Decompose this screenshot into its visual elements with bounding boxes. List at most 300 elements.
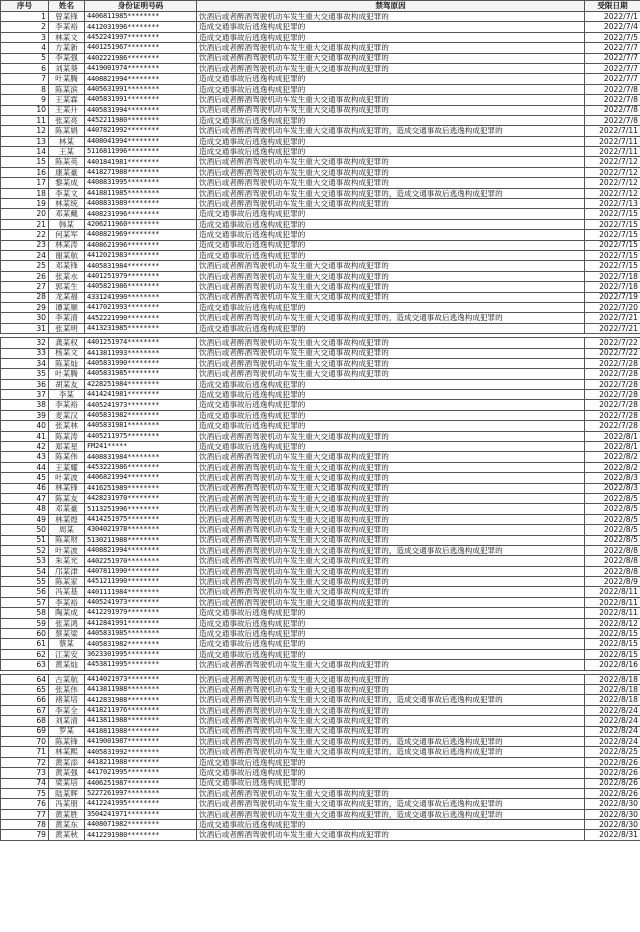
row-number: 38 xyxy=(1,400,49,410)
table-row xyxy=(1,230,640,240)
ban-reason: 饮酒后或者醉酒驾驶机动车发生重大交通事故构成犯罪的 xyxy=(197,271,585,281)
person-name: 褚某培 xyxy=(49,695,85,705)
restriction-date: 2022/8/16 xyxy=(585,660,640,670)
id-number: 4418211988******** xyxy=(85,757,197,767)
person-name: 韩某 xyxy=(49,219,85,229)
table-row xyxy=(1,250,640,260)
row-number: 10 xyxy=(1,105,49,115)
id-number: 4452211980******** xyxy=(85,115,197,125)
person-name: 刘某葵 xyxy=(49,63,85,73)
restriction-date: 2022/8/18 xyxy=(585,674,640,684)
restriction-date: 2022/7/28 xyxy=(585,379,640,389)
restriction-date: 2022/8/11 xyxy=(585,597,640,607)
restriction-date: 2022/8/11 xyxy=(585,587,640,597)
ban-reason: 饮酒后或者醉酒驾驶机动车发生重大交通事故构成犯罪的 xyxy=(197,369,585,379)
restriction-date: 2022/8/24 xyxy=(585,716,640,726)
ban-reason: 饮酒后或者醉酒驾驶机动车发生重大交通事故构成犯罪的 xyxy=(197,587,585,597)
id-number: 4401251974******** xyxy=(85,338,197,348)
restriction-date: 2022/7/7 xyxy=(585,43,640,53)
table-row xyxy=(1,126,640,136)
restriction-date: 2022/7/15 xyxy=(585,240,640,250)
table-row xyxy=(1,323,640,333)
table-row xyxy=(1,313,640,323)
table-row xyxy=(1,597,640,607)
ban-reason: 饮酒后或者醉酒驾驶机动车发生重大交通事故构成犯罪的 xyxy=(197,105,585,115)
row-number: 76 xyxy=(1,799,49,809)
table-row xyxy=(1,757,640,767)
id-number: 4405831982******** xyxy=(85,639,197,649)
person-name: 张某亮 xyxy=(49,115,85,125)
person-name: 龙某福 xyxy=(49,292,85,302)
id-number: 4453221986******** xyxy=(85,462,197,472)
person-name: 李某文 xyxy=(49,188,85,198)
row-number: 77 xyxy=(1,809,49,819)
row-number: 55 xyxy=(1,577,49,587)
id-number: 4428231970******** xyxy=(85,493,197,503)
table-row xyxy=(1,799,640,809)
row-number: 73 xyxy=(1,768,49,778)
table-row xyxy=(1,556,640,566)
row-number: 30 xyxy=(1,313,49,323)
person-name: 康某豪 xyxy=(49,167,85,177)
person-name: 黄某强 xyxy=(49,768,85,778)
restriction-date: 2022/7/8 xyxy=(585,105,640,115)
ban-reason: 饮酒后或者醉酒驾驶机动车发生重大交通事故构成犯罪的，造成交通事故后逃逸构成犯罪的 xyxy=(197,809,585,819)
ban-reason: 饮酒后或者醉酒驾驶机动车发生重大交通事故构成犯罪的 xyxy=(197,685,585,695)
ban-reason: 饮酒后或者醉酒驾驶机动车发生重大交通事故构成犯罪的 xyxy=(197,167,585,177)
ban-reason: 饮酒后或者醉酒驾驶机动车发生重大交通事故构成犯罪的 xyxy=(197,292,585,302)
ban-reason: 饮酒后或者醉酒驾驶机动车发生重大交通事故构成犯罪的 xyxy=(197,705,585,715)
row-number: 62 xyxy=(1,649,49,659)
table-row xyxy=(1,695,640,705)
ban-reason: 造成交通事故后逃逸构成犯罪的 xyxy=(197,820,585,830)
row-number: 29 xyxy=(1,302,49,312)
id-number: 4408071982******** xyxy=(85,820,197,830)
person-name: 叶某波 xyxy=(49,473,85,483)
restriction-date: 2022/7/22 xyxy=(585,348,640,358)
ban-reason: 造成交通事故后逃逸构成犯罪的 xyxy=(197,649,585,659)
restriction-date: 2022/7/12 xyxy=(585,157,640,167)
table-row xyxy=(1,115,640,125)
restriction-date: 2022/7/13 xyxy=(585,199,640,209)
ban-reason: 造成交通事故后逃逸构成犯罪的 xyxy=(197,84,585,94)
id-number: 4405831985******** xyxy=(85,629,197,639)
row-number: 39 xyxy=(1,410,49,420)
row-number: 41 xyxy=(1,431,49,441)
row-number: 13 xyxy=(1,136,49,146)
person-name: 谭某顺 xyxy=(49,302,85,312)
id-number: 4402221986******** xyxy=(85,53,197,63)
restriction-date: 2022/8/9 xyxy=(585,577,640,587)
row-number: 9 xyxy=(1,95,49,105)
table-row xyxy=(1,778,640,788)
id-number: 4405831990******** xyxy=(85,358,197,368)
row-number: 20 xyxy=(1,209,49,219)
restriction-date: 2022/7/8 xyxy=(585,95,640,105)
ban-reason: 造成交通事故后逃逸构成犯罪的 xyxy=(197,115,585,125)
person-name: 张某伟 xyxy=(49,685,85,695)
ban-reason: 饮酒后或者醉酒驾驶机动车发生重大交通事故构成犯罪的 xyxy=(197,282,585,292)
header-no: 序号 xyxy=(1,1,49,12)
ban-reason: 饮酒后或者醉酒驾驶机动车发生重大交通事故构成犯罪的 xyxy=(197,674,585,684)
row-number: 57 xyxy=(1,597,49,607)
person-name: 陈某灿 xyxy=(49,358,85,368)
restriction-date: 2022/7/15 xyxy=(585,261,640,271)
restriction-date: 2022/7/21 xyxy=(585,323,640,333)
row-number: 37 xyxy=(1,390,49,400)
table-row xyxy=(1,809,640,819)
ban-reason: 造成交通事故后逃逸构成犯罪的 xyxy=(197,618,585,628)
table-row xyxy=(1,53,640,63)
restriction-date: 2022/7/28 xyxy=(585,400,640,410)
table-row xyxy=(1,649,640,659)
id-number: 4405831994******** xyxy=(85,105,197,115)
person-name: 蔡某 xyxy=(49,639,85,649)
row-number: 47 xyxy=(1,493,49,503)
table-row xyxy=(1,302,640,312)
ban-reason: 造成交通事故后逃逸构成犯罪的 xyxy=(197,757,585,767)
id-number: 4408831989******** xyxy=(85,199,197,209)
person-name: 陈某滨 xyxy=(49,84,85,94)
row-number: 7 xyxy=(1,74,49,84)
id-number: 4206211960******** xyxy=(85,219,197,229)
id-number: 4406251987******** xyxy=(85,778,197,788)
person-name: 张某鸿 xyxy=(49,618,85,628)
row-number: 21 xyxy=(1,219,49,229)
person-name: 邓某锋 xyxy=(49,261,85,271)
table-row xyxy=(1,22,640,32)
ban-reason: 造成交通事故后逃逸构成犯罪的 xyxy=(197,230,585,240)
id-number: 4405831982******** xyxy=(85,410,197,420)
ban-reason: 造成交通事故后逃逸构成犯罪的 xyxy=(197,32,585,42)
person-name: 张某林 xyxy=(49,421,85,431)
id-number: 5130211988******** xyxy=(85,535,197,545)
row-number: 79 xyxy=(1,830,49,840)
id-number: 4405241973******** xyxy=(85,597,197,607)
id-number: 4412241995******** xyxy=(85,799,197,809)
table-row xyxy=(1,105,640,115)
table-row xyxy=(1,261,640,271)
ban-reason: 饮酒后或者醉酒驾驶机动车发生重大交通事故构成犯罪的 xyxy=(197,157,585,167)
restriction-date: 2022/8/5 xyxy=(585,535,640,545)
ban-reason: 饮酒后或者醉酒驾驶机动车发生重大交通事故构成犯罪的 xyxy=(197,53,585,63)
ban-reason: 饮酒后或者醉酒驾驶机动车发生重大交通事故构成犯罪的 xyxy=(197,63,585,73)
person-name: 叶某腾 xyxy=(49,369,85,379)
row-number: 67 xyxy=(1,705,49,715)
person-name: 邝某津 xyxy=(49,566,85,576)
row-number: 48 xyxy=(1,504,49,514)
row-number: 40 xyxy=(1,421,49,431)
row-number: 34 xyxy=(1,358,49,368)
restriction-date: 2022/7/11 xyxy=(585,126,640,136)
id-number: 4402251970******** xyxy=(85,556,197,566)
id-number: 4331241990******** xyxy=(85,292,197,302)
person-name: 黎某成 xyxy=(49,178,85,188)
id-number: 4405831985******** xyxy=(85,369,197,379)
row-number: 36 xyxy=(1,379,49,389)
id-number: 4408041994******** xyxy=(85,136,197,146)
person-name: 陈某涛 xyxy=(49,431,85,441)
row-number: 19 xyxy=(1,199,49,209)
restriction-date: 2022/8/15 xyxy=(585,629,640,639)
restriction-date: 2022/7/18 xyxy=(585,282,640,292)
ban-reason: 饮酒后或者醉酒驾驶机动车发生重大交通事故构成犯罪的 xyxy=(197,577,585,587)
ban-reason: 饮酒后或者醉酒驾驶机动车发生重大交通事故构成犯罪的，造成交通事故后逃逸构成犯罪的 xyxy=(197,313,585,323)
person-name: 朱某光 xyxy=(49,556,85,566)
ban-reason: 饮酒后或者醉酒驾驶机动车发生重大交通事故构成犯罪的 xyxy=(197,431,585,441)
table-row xyxy=(1,292,640,302)
person-name: 王某耀 xyxy=(49,462,85,472)
row-number: 64 xyxy=(1,674,49,684)
person-name: 谢某航 xyxy=(49,250,85,260)
person-name: 李某裕 xyxy=(49,597,85,607)
table-body xyxy=(1,12,640,841)
row-number: 65 xyxy=(1,685,49,695)
ban-reason: 饮酒后或者醉酒驾驶机动车发生重大交通事故构成犯罪的 xyxy=(197,338,585,348)
ban-reason: 饮酒后或者醉酒驾驶机动车发生重大交通事故构成犯罪的 xyxy=(197,660,585,670)
ban-reason: 饮酒后或者醉酒驾驶机动车发生重大交通事故构成犯罪的 xyxy=(197,493,585,503)
row-number: 78 xyxy=(1,820,49,830)
table-row xyxy=(1,685,640,695)
id-number: 4405831991******** xyxy=(85,95,197,105)
table-row xyxy=(1,473,640,483)
table-header-row xyxy=(1,1,640,12)
row-number: 54 xyxy=(1,566,49,576)
id-number: 4412021983******** xyxy=(85,250,197,260)
id-number: 4412291979******** xyxy=(85,608,197,618)
ban-reason: 饮酒后或者醉酒驾驶机动车发生重大交通事故构成犯罪的 xyxy=(197,597,585,607)
ban-reason: 造成交通事故后逃逸构成犯罪的 xyxy=(197,302,585,312)
row-number: 59 xyxy=(1,618,49,628)
table-row xyxy=(1,358,640,368)
row-number: 50 xyxy=(1,525,49,535)
person-name: 郑某星 xyxy=(49,442,85,452)
ban-reason: 饮酒后或者醉酒驾驶机动车发生重大交通事故构成犯罪的 xyxy=(197,716,585,726)
person-name: 陈某娟 xyxy=(49,126,85,136)
restriction-date: 2022/7/7 xyxy=(585,74,640,84)
row-number: 12 xyxy=(1,126,49,136)
ban-reason: 造成交通事故后逃逸构成犯罪的 xyxy=(197,629,585,639)
person-name: 叶某波 xyxy=(49,545,85,555)
ban-reason: 造成交通事故后逃逸构成犯罪的 xyxy=(197,608,585,618)
id-number: FM241***** xyxy=(85,442,197,452)
table-row xyxy=(1,726,640,736)
ban-reason: 饮酒后或者醉酒驾驶机动车发生重大交通事故构成犯罪的 xyxy=(197,788,585,798)
ban-reason: 饮酒后或者醉酒驾驶机动车发生重大交通事故构成犯罪的 xyxy=(197,199,585,209)
person-name: 李某全 xyxy=(49,705,85,715)
row-number: 49 xyxy=(1,514,49,524)
restriction-date: 2022/8/8 xyxy=(585,556,640,566)
id-number: 4416251989******** xyxy=(85,483,197,493)
person-name: 张某水 xyxy=(49,271,85,281)
id-number: 4407821992******** xyxy=(85,126,197,136)
restriction-date: 2022/8/24 xyxy=(585,736,640,746)
id-number: 4452241997******** xyxy=(85,32,197,42)
table-row xyxy=(1,421,640,431)
person-name: 王某 xyxy=(49,147,85,157)
row-number: 17 xyxy=(1,178,49,188)
table-row xyxy=(1,820,640,830)
table-row xyxy=(1,167,640,177)
ban-reason: 饮酒后或者醉酒驾驶机动车发生重大交通事故构成犯罪的，造成交通事故后逃逸构成犯罪的 xyxy=(197,545,585,555)
ban-reason: 造成交通事故后逃逸构成犯罪的 xyxy=(197,639,585,649)
id-number: 4405831992******** xyxy=(85,747,197,757)
table-row xyxy=(1,271,640,281)
ban-reason: 造成交通事故后逃逸构成犯罪的 xyxy=(197,323,585,333)
person-name: 黄某秋 xyxy=(49,830,85,840)
ban-reason: 饮酒后或者醉酒驾驶机动车发生重大交通事故构成犯罪的 xyxy=(197,43,585,53)
table-row xyxy=(1,535,640,545)
id-number: 4412291980******** xyxy=(85,830,197,840)
restriction-date: 2022/7/19 xyxy=(585,292,640,302)
restriction-date: 2022/7/11 xyxy=(585,147,640,157)
id-number: 4414251975******** xyxy=(85,514,197,524)
ban-reason: 饮酒后或者醉酒驾驶机动车发生重大交通事故构成犯罪的 xyxy=(197,473,585,483)
ban-reason: 饮酒后或者醉酒驾驶机动车发生重大交通事故构成犯罪的，造成交通事故后逃逸构成犯罪的 xyxy=(197,188,585,198)
person-name: 王某升 xyxy=(49,105,85,115)
row-number: 52 xyxy=(1,545,49,555)
restriction-date: 2022/7/18 xyxy=(585,271,640,281)
id-number: 4408831995******** xyxy=(85,178,197,188)
ban-reason: 造成交通事故后逃逸构成犯罪的 xyxy=(197,421,585,431)
restriction-date: 2022/8/8 xyxy=(585,545,640,555)
restriction-date: 2022/7/22 xyxy=(585,338,640,348)
row-number: 24 xyxy=(1,250,49,260)
id-number: 4419001987******** xyxy=(85,736,197,746)
id-number: 4405211975******** xyxy=(85,431,197,441)
person-name: 龚某权 xyxy=(49,338,85,348)
table-row xyxy=(1,410,640,420)
row-number: 31 xyxy=(1,323,49,333)
ban-reason: 造成交通事故后逃逸构成犯罪的 xyxy=(197,219,585,229)
row-number: 4 xyxy=(1,43,49,53)
row-number: 44 xyxy=(1,462,49,472)
ban-reason: 饮酒后或者醉酒驾驶机动车发生重大交通事故构成犯罪的 xyxy=(197,261,585,271)
person-name: 林某统 xyxy=(49,199,85,209)
table-row xyxy=(1,493,640,503)
person-name: 罗某 xyxy=(49,726,85,736)
restriction-date: 2022/7/7 xyxy=(585,63,640,73)
id-number: 5116811996******** xyxy=(85,147,197,157)
person-name: 刘某清 xyxy=(49,716,85,726)
row-number: 1 xyxy=(1,12,49,22)
table-row xyxy=(1,736,640,746)
row-number: 5 xyxy=(1,53,49,63)
ban-reason: 造成交通事故后逃逸构成犯罪的 xyxy=(197,22,585,32)
table-row xyxy=(1,830,640,840)
row-number: 27 xyxy=(1,282,49,292)
person-name: 方某新 xyxy=(49,43,85,53)
ban-reason: 饮酒后或者醉酒驾驶机动车发生重大交通事故构成犯罪的 xyxy=(197,535,585,545)
restriction-date: 2022/8/1 xyxy=(585,442,640,452)
id-number: 4413811993******** xyxy=(85,348,197,358)
restriction-date: 2022/7/5 xyxy=(585,32,640,42)
table-row xyxy=(1,639,640,649)
row-number: 56 xyxy=(1,587,49,597)
restriction-date: 2022/7/12 xyxy=(585,167,640,177)
id-number: 4418211976******** xyxy=(85,705,197,715)
table-row xyxy=(1,63,640,73)
id-number: 4413231985******** xyxy=(85,323,197,333)
person-name: 曾某锋 xyxy=(49,12,85,22)
ban-reason: 造成交通事故后逃逸构成犯罪的 xyxy=(197,147,585,157)
header-name: 姓名 xyxy=(49,1,85,12)
table-row xyxy=(1,240,640,250)
id-number: 5113251996******** xyxy=(85,504,197,514)
id-number: 3623301995******** xyxy=(85,649,197,659)
id-number: 4304021978******** xyxy=(85,525,197,535)
id-number: 4406811985******** xyxy=(85,12,197,22)
person-name: 林某煌 xyxy=(49,514,85,524)
table-row xyxy=(1,74,640,84)
table-row xyxy=(1,199,640,209)
restriction-date: 2022/7/11 xyxy=(585,136,640,146)
restriction-date: 2022/7/7 xyxy=(585,53,640,63)
table-row xyxy=(1,566,640,576)
id-number: 4401841981******** xyxy=(85,157,197,167)
person-name: 陈某伟 xyxy=(49,452,85,462)
person-name: 黄某东 xyxy=(49,820,85,830)
id-number: 4407811990******** xyxy=(85,566,197,576)
restriction-date: 2022/8/24 xyxy=(585,726,640,736)
restriction-date: 2022/8/24 xyxy=(585,705,640,715)
row-number: 6 xyxy=(1,63,49,73)
restriction-date: 2022/8/5 xyxy=(585,525,640,535)
id-number: 4418811988******** xyxy=(85,726,197,736)
table-row xyxy=(1,608,640,618)
row-number: 16 xyxy=(1,167,49,177)
person-name: 冯某基 xyxy=(49,587,85,597)
person-name: 古某航 xyxy=(49,674,85,684)
id-number: 4228251984******** xyxy=(85,379,197,389)
ban-reason: 饮酒后或者醉酒驾驶机动车发生重大交通事故构成犯罪的，造成交通事故后逃逸构成犯罪的 xyxy=(197,747,585,757)
table-row xyxy=(1,768,640,778)
table-row xyxy=(1,514,640,524)
id-number: 4412031996******** xyxy=(85,22,197,32)
table-row xyxy=(1,178,640,188)
person-name: 林某涛 xyxy=(49,240,85,250)
ban-reason: 饮酒后或者醉酒驾驶机动车发生重大交通事故构成犯罪的 xyxy=(197,726,585,736)
id-number: 4452221990******** xyxy=(85,313,197,323)
restriction-date: 2022/8/26 xyxy=(585,757,640,767)
restriction-date: 2022/8/3 xyxy=(585,483,640,493)
table-row xyxy=(1,705,640,715)
person-name: 陈某财 xyxy=(49,535,85,545)
table-row xyxy=(1,525,640,535)
restriction-date: 2022/7/15 xyxy=(585,209,640,219)
row-number: 45 xyxy=(1,473,49,483)
restriction-date: 2022/8/15 xyxy=(585,649,640,659)
ban-reason: 造成交通事故后逃逸构成犯罪的 xyxy=(197,768,585,778)
restriction-date: 2022/7/12 xyxy=(585,178,640,188)
table-row xyxy=(1,400,640,410)
table-row xyxy=(1,483,640,493)
person-name: 陈某锋 xyxy=(49,736,85,746)
id-number: 4451211990******** xyxy=(85,577,197,587)
id-number: 4414241981******** xyxy=(85,390,197,400)
person-name: 陈某英 xyxy=(49,157,85,167)
table-row xyxy=(1,660,640,670)
table-row xyxy=(1,136,640,146)
row-number: 22 xyxy=(1,230,49,240)
id-number: 4405831981******** xyxy=(85,421,197,431)
table-row xyxy=(1,369,640,379)
restriction-date: 2022/7/28 xyxy=(585,369,640,379)
restriction-date: 2022/8/30 xyxy=(585,809,640,819)
id-number: 4419001974******** xyxy=(85,63,197,73)
table-row xyxy=(1,147,640,157)
restriction-date: 2022/7/15 xyxy=(585,219,640,229)
